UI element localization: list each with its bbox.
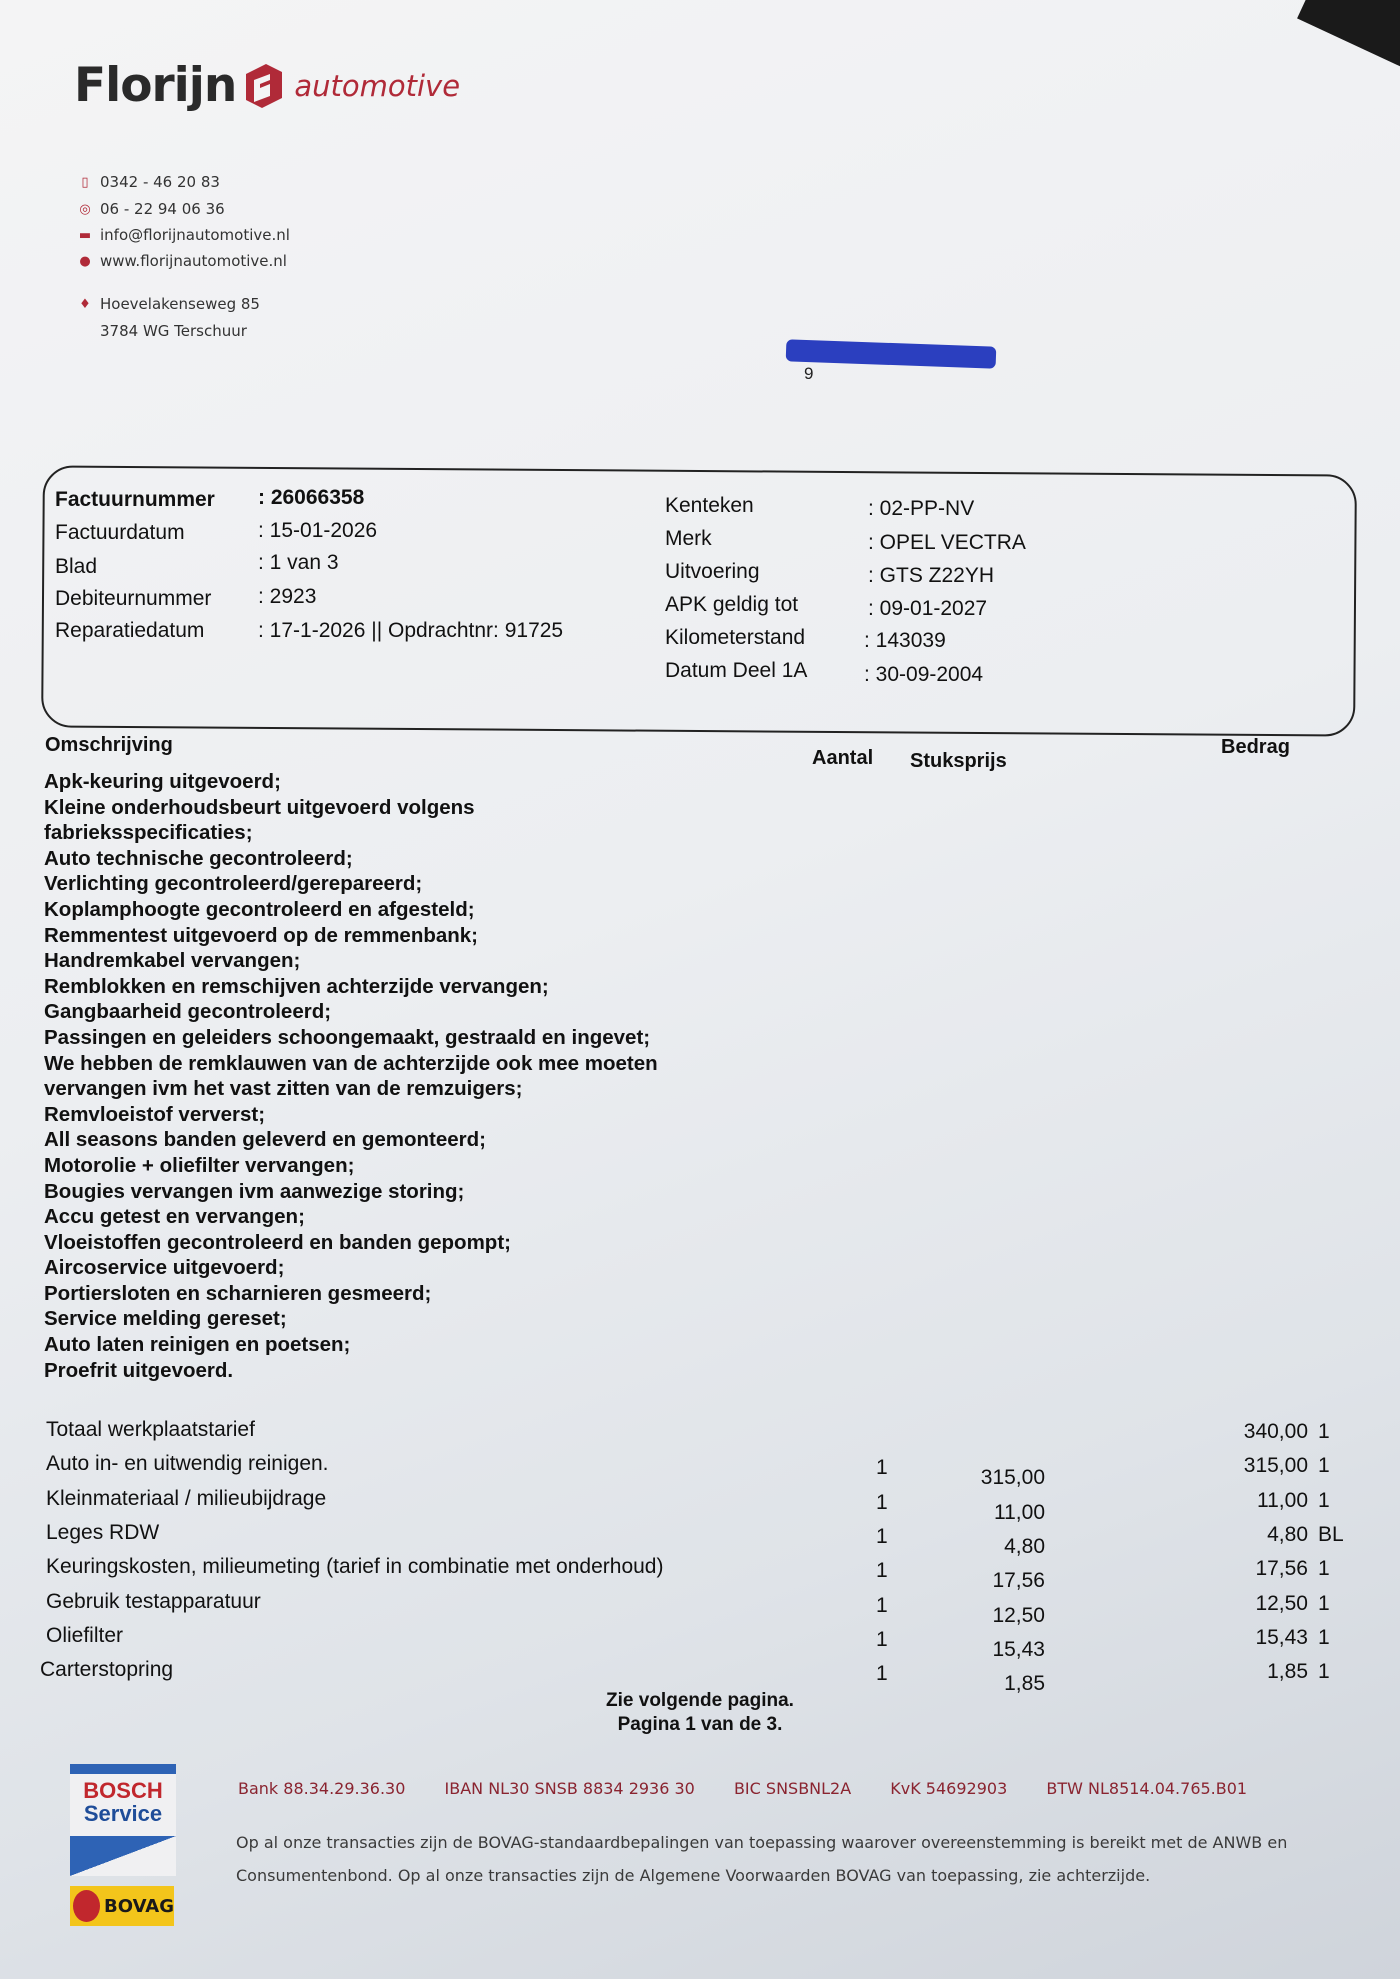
line-item-amount: 12,50 (1255, 1592, 1308, 1615)
work-description-line: Motorolie + oliefilter vervangen; (44, 1153, 355, 1177)
line-item-vat-code: 1 (1318, 1489, 1330, 1512)
line-item-vat-code: 1 (1318, 1557, 1330, 1580)
column-header-unit-price: Stuksprijs (910, 750, 1007, 772)
line-item-description: Totaal werkplaatstarief (46, 1418, 255, 1441)
page-label: Blad (55, 555, 98, 578)
work-description-line: Portiersloten en scharnieren gesmeerd; (44, 1281, 432, 1305)
work-description-line: Remmentest uitgevoerd op de remmenbank; (44, 923, 479, 947)
line-item-quantity: 1 (876, 1456, 888, 1479)
next-page-note: Zie volgende pagina. (606, 1690, 794, 1711)
work-description-line: Vloeistoffen gecontroleerd en banden gepompt; (44, 1230, 511, 1254)
line-item-amount: 15,43 (1255, 1626, 1308, 1649)
invoice-number-label: Factuurnummer (55, 488, 215, 511)
work-description-line: Auto laten reinigen en poetsen; (44, 1333, 351, 1357)
company-logo (74, 58, 460, 113)
line-item-unit-price: 17,56 (992, 1569, 1045, 1592)
work-description-line: Kleine onderhoudsbeurt uitgevoerd volgens (44, 795, 475, 819)
line-item-vat-code: 1 (1318, 1454, 1330, 1477)
line-item-unit-price: 15,43 (992, 1638, 1045, 1661)
repair-date: : 17-1-2026 || Opdrachtnr: 91725 (258, 619, 564, 642)
plate-label: Kenteken (665, 494, 754, 517)
invoice-number: : 26066358 (258, 486, 365, 509)
work-description-list (44, 769, 658, 1383)
bosch-emblem-icon (70, 1836, 176, 1876)
line-item-description: Oliefilter (46, 1624, 124, 1647)
footer-bank-details (238, 1779, 1247, 1798)
column-header-amount: Bedrag (1221, 736, 1290, 758)
globe-icon: ● (79, 253, 91, 269)
line-item-unit-price: 11,00 (994, 1501, 1045, 1524)
line-item-description: Carterstopring (40, 1658, 174, 1681)
contact-city: 3784 WG Terschuur (100, 322, 247, 340)
line-item-quantity: 1 (876, 1628, 888, 1651)
invoice-date-label: Factuurdatum (55, 521, 185, 544)
whatsapp-icon: ◎ (79, 201, 91, 217)
apk-value: : 09-01-2027 (868, 597, 988, 620)
florijn-logo-icon (242, 62, 286, 110)
work-description-line: Proefrit uitgevoerd. (44, 1358, 234, 1382)
bosch-service-label: Service (83, 1801, 163, 1826)
footer-terms-line2: Consumentenbond. Op al onze transacties zijn de Algemene Voorwaarden BOVAG van toepassing, zie achterzijde. (236, 1866, 1151, 1885)
contact-website: ● www.florijnautomotive.nl (79, 252, 287, 270)
line-item-unit-price: 12,50 (992, 1604, 1045, 1627)
page-corner (1297, 0, 1400, 73)
line-item-amount: 315,00 (1243, 1454, 1308, 1477)
work-description-line: Koplamphoogte gecontroleerd en afgesteld; (44, 897, 475, 921)
footer-bic: BIC SNSBNL2A (733, 1779, 852, 1798)
line-item-quantity: 1 (876, 1559, 888, 1582)
line-item-unit-price: 1,85 (1004, 1672, 1045, 1695)
phone-icon: ▯ (81, 174, 89, 190)
version-label: Uitvoering (665, 560, 760, 583)
column-header-quantity: Aantal (812, 747, 874, 769)
make-label: Merk (665, 527, 712, 550)
work-description-line: Apk-keuring uitgevoerd; (44, 770, 281, 793)
make-value: : OPEL VECTRA (868, 531, 1026, 554)
line-item-description: Gebruik testapparatuur (46, 1590, 261, 1613)
line-item-amount: 17,56 (1255, 1557, 1308, 1580)
mail-icon: ▬ (78, 227, 92, 243)
work-description-line: Verlichting gecontroleerd/gerepareerd; (44, 872, 423, 896)
line-item-vat-code: 1 (1318, 1660, 1330, 1683)
work-description-line: Aircoservice uitgevoerd; (44, 1256, 285, 1280)
location-pin-icon: ♦ (79, 296, 91, 312)
work-description-line: Remblokken en remschijven achterzijde vervangen; (44, 974, 549, 998)
deel-value: : 30-09-2004 (864, 663, 984, 686)
work-description-line: Handremkabel vervangen; (44, 949, 301, 973)
bovag-label: BOVAG (104, 1895, 174, 1917)
km-label: Kilometerstand (665, 626, 806, 649)
line-item-description: Kleinmateriaal / milieubijdrage (46, 1487, 327, 1510)
line-item-vat-code: 1 (1318, 1420, 1330, 1443)
apk-label: APK geldig tot (665, 593, 799, 616)
plate-value: : 02-PP-NV (868, 497, 975, 520)
deel-label: Datum Deel 1A (665, 659, 808, 682)
contact-mobile: ◎ 06 - 22 94 06 36 (79, 200, 225, 218)
line-item-amount: 1,85 (1267, 1660, 1308, 1683)
footer-btw: BTW NL8514.04.765.B01 (1046, 1779, 1248, 1798)
line-item-quantity: 1 (876, 1594, 888, 1617)
page-counter-note: Pagina 1 van de 3. (617, 1714, 783, 1735)
work-description-line: Passingen en geleiders schoongemaakt, gestraald en ingevet; (44, 1025, 651, 1049)
repair-date-label: Reparatiedatum (55, 619, 205, 642)
line-item-vat-code: 1 (1318, 1626, 1330, 1649)
contact-phone: ▯ 0342 - 46 20 83 (78, 173, 220, 191)
column-header-description: Omschrijving (45, 734, 173, 756)
work-description-line: Auto technische gecontroleerd; (44, 846, 353, 870)
company-tagline: automotive (294, 68, 461, 103)
work-description-line: fabrieksspecificaties; (44, 821, 253, 845)
debtor-label: Debiteurnummer (55, 587, 212, 610)
bosch-service-badge (70, 1764, 176, 1876)
bovag-badge (70, 1886, 174, 1926)
contact-email: ▬ info@florijnautomotive.nl (78, 226, 290, 244)
company-name: Florijn (74, 58, 237, 113)
line-item-vat-code: BL (1318, 1523, 1344, 1546)
redacted-recipient-name (786, 339, 997, 368)
line-item-description: Leges RDW (46, 1521, 160, 1544)
footer-terms-line1: Op al onze transacties zijn de BOVAG-standaardbepalingen van toepassing waarover overeenstemming is bereikt met de ANWB en (236, 1833, 1288, 1852)
work-description-line: Gangbaarheid gecontroleerd; (44, 1000, 332, 1024)
line-item-quantity: 1 (876, 1525, 888, 1548)
work-description-line: vervangen ivm het vast zitten van de remzuigers; (44, 1077, 523, 1101)
line-item-description: Keuringskosten, milieumeting (tarief in combinatie met onderhoud) (46, 1555, 664, 1578)
work-description-line: Service melding gereset; (44, 1307, 287, 1331)
work-description-line: All seasons banden geleverd en gemonteerd; (44, 1128, 487, 1152)
line-item-unit-price: 4,80 (1004, 1535, 1045, 1558)
line-item-amount: 4,80 (1267, 1523, 1308, 1546)
line-item-description: Auto in- en uitwendig reinigen. (46, 1452, 329, 1475)
bosch-name: BOSCH (83, 1778, 163, 1803)
line-item-quantity: 1 (876, 1662, 888, 1685)
line-item-quantity: 1 (876, 1491, 888, 1514)
work-description-line: Bougies vervangen ivm aanwezige storing; (44, 1179, 465, 1203)
footer-kvk: KvK 54692903 (890, 1779, 1008, 1798)
line-item-vat-code: 1 (1318, 1592, 1330, 1615)
line-item-amount: 340,00 (1243, 1420, 1308, 1443)
line-item-amount: 11,00 (1257, 1489, 1308, 1512)
footer-iban: IBAN NL30 SNSB 8834 2936 30 (444, 1779, 695, 1798)
page-value: : 1 van 3 (258, 551, 339, 574)
footer-bank: Bank 88.34.29.36.30 (238, 1779, 406, 1798)
work-description-line: Remvloeistof ververst; (44, 1102, 266, 1126)
version-value: : GTS Z22YH (868, 564, 995, 587)
work-description-line: We hebben de remklauwen van de achterzijde ook mee moeten (44, 1051, 658, 1075)
recipient-fragment: 9 (804, 364, 814, 383)
bovag-logo-icon (73, 1890, 100, 1922)
km-value: : 143039 (864, 629, 946, 652)
invoice-date: : 15-01-2026 (258, 519, 378, 542)
line-item-unit-price: 315,00 (980, 1466, 1045, 1489)
work-description-line: Accu getest en vervangen; (44, 1205, 305, 1229)
debtor-number: : 2923 (258, 585, 317, 608)
contact-street: ♦ Hoevelakenseweg 85 (79, 295, 260, 313)
